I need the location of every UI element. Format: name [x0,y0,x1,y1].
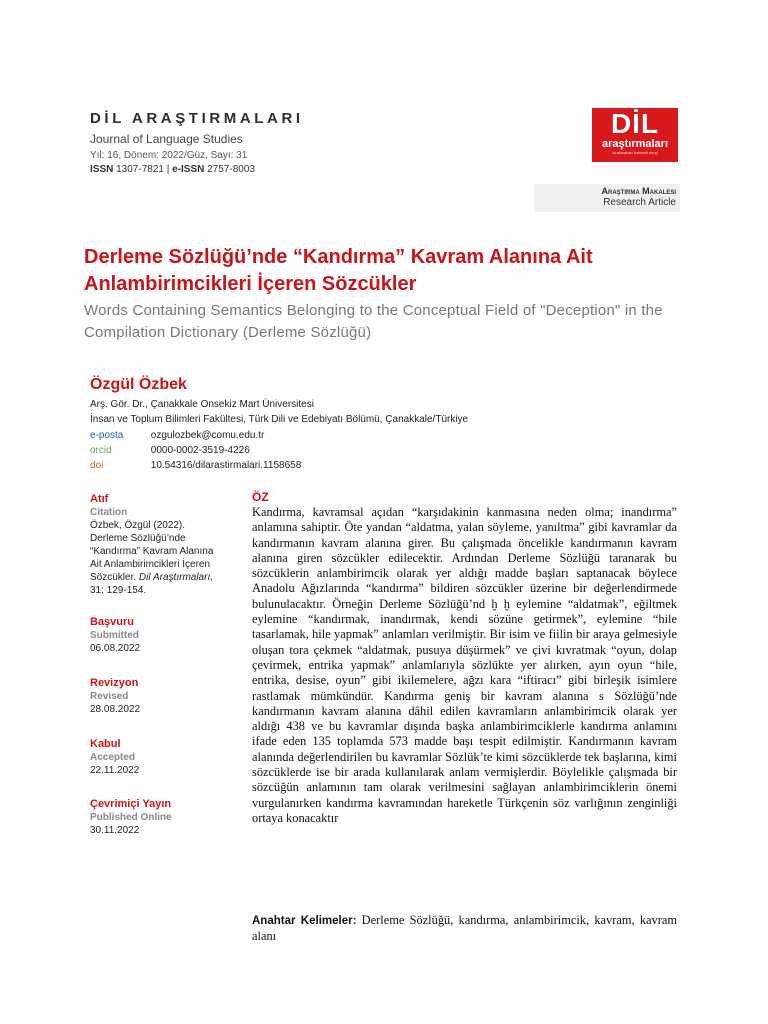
doi-label: doi [90,460,104,471]
keywords-label: Anahtar Kelimeler: [252,915,357,927]
citation-block [90,492,240,597]
article-type-tr: Araştırma Makalesi [601,186,676,196]
journal-issn [90,164,255,175]
submitted-heading: Başvuru [90,616,135,628]
title-turkish: Derleme Sözlüğü’nde “Kandırma” Kavram Alanına Ait Anlambirimcikleri İçeren Sözcükler [84,246,593,295]
revised-label: Revised [90,691,129,702]
accepted-block [90,737,240,777]
eissn-label: e-ISSN [172,164,205,175]
published-label: Published Online [90,812,172,823]
citation-line: Özbek, Özgül (2022). [90,520,186,531]
submitted-date: 06.08.2022 [90,643,141,654]
accepted-date: 22.11.2022 [90,765,140,776]
email-link[interactable]: ozgulozbek@comu.edu.tr [150,430,265,441]
issn-separator: | [163,164,173,175]
author-affiliation-2: İnsan ve Toplum Bilimleri Fakültesi, Türk Dili ve Edebiyatı Bölümü, Çanakkale/Türkiye [90,414,469,425]
email-row [90,430,264,441]
author-affiliation-1: Arş. Gör. Dr., Çanakkale Onsekiz Mart Üniversitesi [90,399,314,410]
issn-label: ISSN [90,164,114,175]
abstract-text: Kandırma, kavramsal açıdan “karşıdakinin kanmasına neden olma; inandırma” anlamına sahiptir. Öte yandan “aldatma, yalan söyleme, yanıltma” gibi kavramlar da kandırmanın kavram alanına girer. Bu çalışmada öncelikle kandırmanın kavram alanına giren sözcükler edilecektir. Ardından Derleme Sözlüğü taranarak bu sözcüklerin anlambirimcik olarak yer aldığı madde başları saptanacak böylece Anadolu Ağızlarında “kandırma” bildiren sözcükler üzerine bir değerlendirmede bulunulacaktır. Örneğin Derleme Sözlüğü’nd ḫ ḫ eylemine “aldatmak”, eğiltmek eylemine “kandırmak, inandırmak, kendi sözüne getirmek”, eylemine “hile tasarlamak, hile yapmak” anlamları verilmiştir. Bir isim ve fiilin bir araya gelmesiyle oluşan tora çekmek “aldatmak, pusuya düşürmek” ve çivi kıvratmak “oyun, dolap çevirmek, entrika yapmak” anlamlarıyla sözlükte yer alırken, ayın oyun “hile, entrika, desise, oyun” gibi ikilemelere, ağzı kara “iftiracı” gibi birleşik isimlere rastlamak mümkündür. Kandırma geniş bir kavram alanına s Sözlüğü’nde kandırmanın kavram alanına dâhil edilen kavramların anlambirimcik olarak yer aldığı 438 ve bu kavramlar dışında başka anlambirimciklerle kandırma anlamını ifade eden 135 toplamda 573 madde başı tespit edilmiştir. Kandırmanın kavram alanında değerlendirilen bu kavramlar Sözlük’te kimi sözcüklerde tek başlarına, kimi sözcüklerde ise bir arada kullanılarak anlam vermişlerdir. Böylelikle çalışmada bir sözcüğün anlamının tam olarak verilmesini sağlayan anlambirimciklerin önemi vurgulanırken kandırma kavramından hareketle Türkçenin söz varlığının zenginliği ortaya konacaktır [252,505,677,825]
citation-line: Derleme Sözlüğü’nde [90,533,186,544]
article-type-en: Research Article [603,197,676,208]
email-label: e-posta [90,430,124,441]
citation-line: “Kandırma” Kavram Alanına [90,546,214,557]
submitted-label: Submitted [90,630,139,641]
citation-line [90,571,240,584]
citation-title-end: Sözcükler. [90,572,137,583]
published-date: 30.11.2022 [90,825,140,836]
citation-label: Citation [90,507,128,518]
logo-title: DİL [610,108,660,139]
published-block [90,797,240,837]
revised-date: 28.08.2022 [90,704,141,715]
issn-value: 1307-7821 [116,164,164,175]
journal-name: DİL ARAŞTIRMALARI [90,110,304,127]
citation-heading: Atıf [90,493,109,505]
author-name: Özgül Özbek [90,376,187,393]
revised-heading: Revizyon [90,677,139,689]
published-heading: Çevrimiçi Yayın [90,798,172,810]
eissn-value: 2757-8003 [207,164,255,175]
logo-subtitle: araştırmaları [601,138,669,150]
citation-line: 31: 129-154. [90,585,147,596]
revised-block [90,676,240,716]
logo-tagline: uluslararası hakemli dergi [612,150,658,155]
article-type-box [534,184,680,212]
orcid-link[interactable]: 0000-0002-3519-4226 [150,445,250,456]
accepted-label: Accepted [90,752,136,763]
journal-subtitle: Journal of Language Studies [90,132,243,146]
orcid-row [90,445,250,456]
keywords-list: Derleme Sözlüğü, kandırma, anlambirimcik, kavram, kavram alanı [252,913,677,944]
orcid-label: orcid [90,445,112,456]
citation-journal: Dil Araştırmaları, [138,572,214,583]
keywords-paragraph [252,913,677,945]
doi-link[interactable]: 10.54316/dilarastirmalari.1158658 [150,460,302,471]
doi-row [90,460,301,471]
abstract-heading: ÖZ [252,490,269,504]
title-english: Words Containing Semantics Belonging to the Conceptual Field of "Deception" in the Compilation Dictionary (Derleme Sözlüğü) [84,302,663,341]
citation-line: Ait Anlambirimcikleri İçeren [90,559,211,570]
accepted-heading: Kabul [90,738,121,750]
journal-logo [592,108,678,162]
journal-issue: Yıl: 16, Dönem: 2022/Güz, Sayı: 31 [90,150,248,161]
submitted-block [90,615,240,655]
